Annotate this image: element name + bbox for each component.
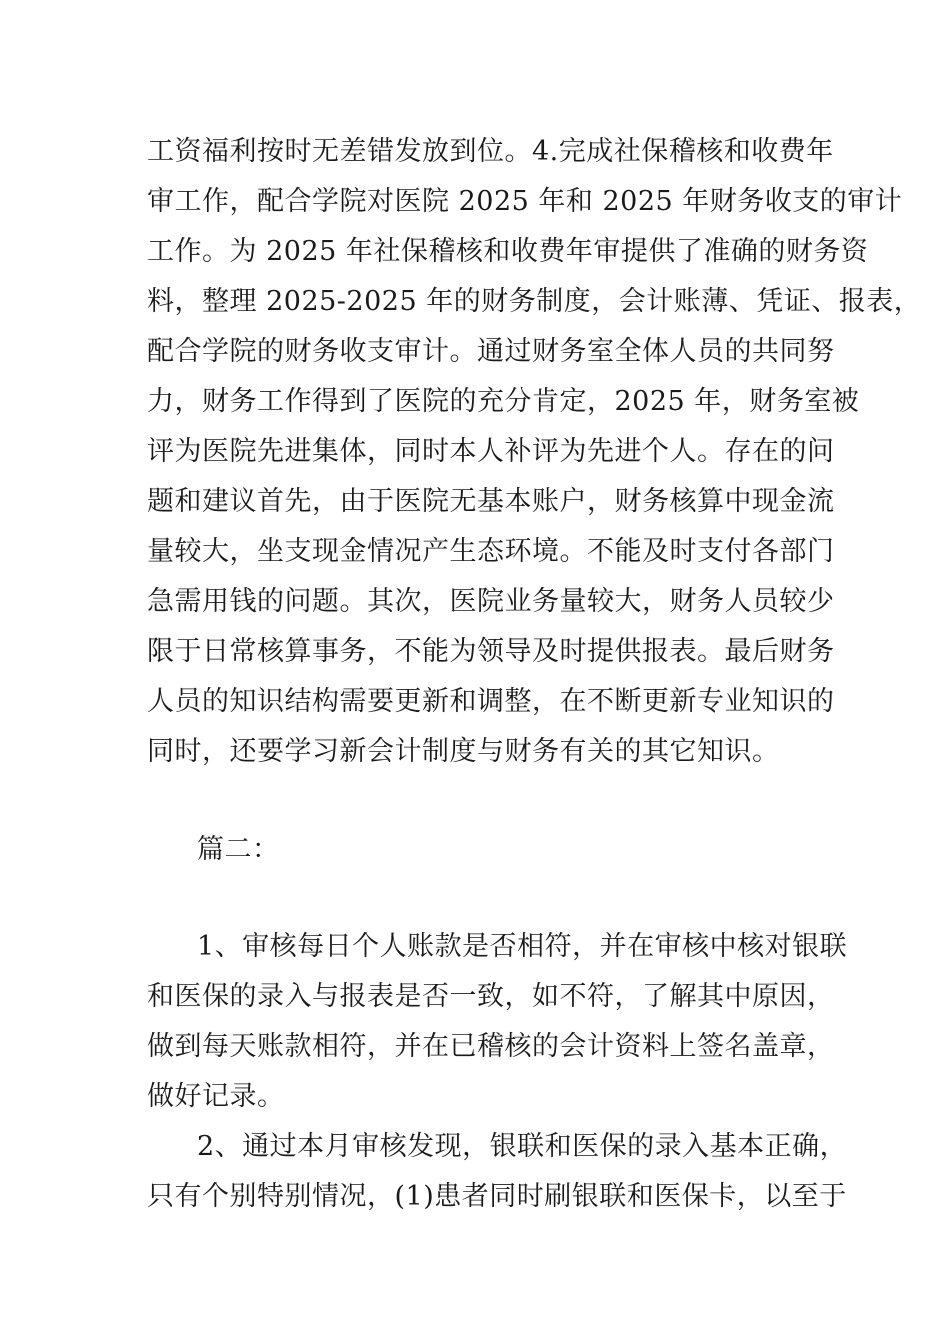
text-line: 工作。为 2025 年社保稽核和收费年审提供了准确的财务资 — [147, 236, 869, 267]
text-line: 配合学院的财务收支审计。通过财务室全体人员的共同努 — [147, 336, 835, 367]
text-line: 同时，还要学习新会计制度与财务有关的其它知识。 — [147, 736, 780, 767]
text-line: 审工作，配合学院对医院 2025 年和 2025 年财务收支的审计 — [147, 186, 903, 217]
text-line: 做好记录。 — [147, 1081, 285, 1112]
text-line: 做到每天账款相符，并在已稽核的会计资料上签名盖章， — [147, 1031, 835, 1062]
text-line: 只有个别特别情况，(1)患者同时刷银联和医保卡，以至于 — [147, 1181, 847, 1212]
text-line: 人员的知识结构需要更新和调整，在不断更新专业知识的 — [147, 686, 835, 717]
text-line: 题和建议首先，由于医院无基本账户，财务核算中现金流 — [147, 486, 835, 517]
text-line: 料，整理 2025-2025 年的财务制度，会计账薄、凭证、报表， — [147, 286, 922, 317]
text-line: 评为医院先进集体，同时本人补评为先进个人。存在的问 — [147, 436, 835, 467]
section-heading: 篇二： — [197, 834, 280, 865]
text-line: 限于日常核算事务，不能为领导及时提供报表。最后财务 — [147, 636, 835, 667]
text-line: 量较大，坐支现金情况产生态环境。不能及时支付各部门 — [147, 536, 835, 567]
text-line: 急需用钱的问题。其次，医院业务量较大，财务人员较少 — [147, 586, 835, 617]
text-line: 和医保的录入与报表是否一致，如不符，了解其中原因， — [147, 981, 835, 1012]
text-line: 2、通过本月审核发现，银联和医保的录入基本正确， — [197, 1131, 848, 1162]
text-line: 1、审核每日个人账款是否相符，并在审核中核对银联 — [197, 931, 848, 962]
text-line: 工资福利按时无差错发放到位。4.完成社保稽核和收费年 — [147, 136, 834, 167]
text-line: 力，财务工作得到了医院的充分肯定，2025 年，财务室被 — [147, 386, 860, 417]
